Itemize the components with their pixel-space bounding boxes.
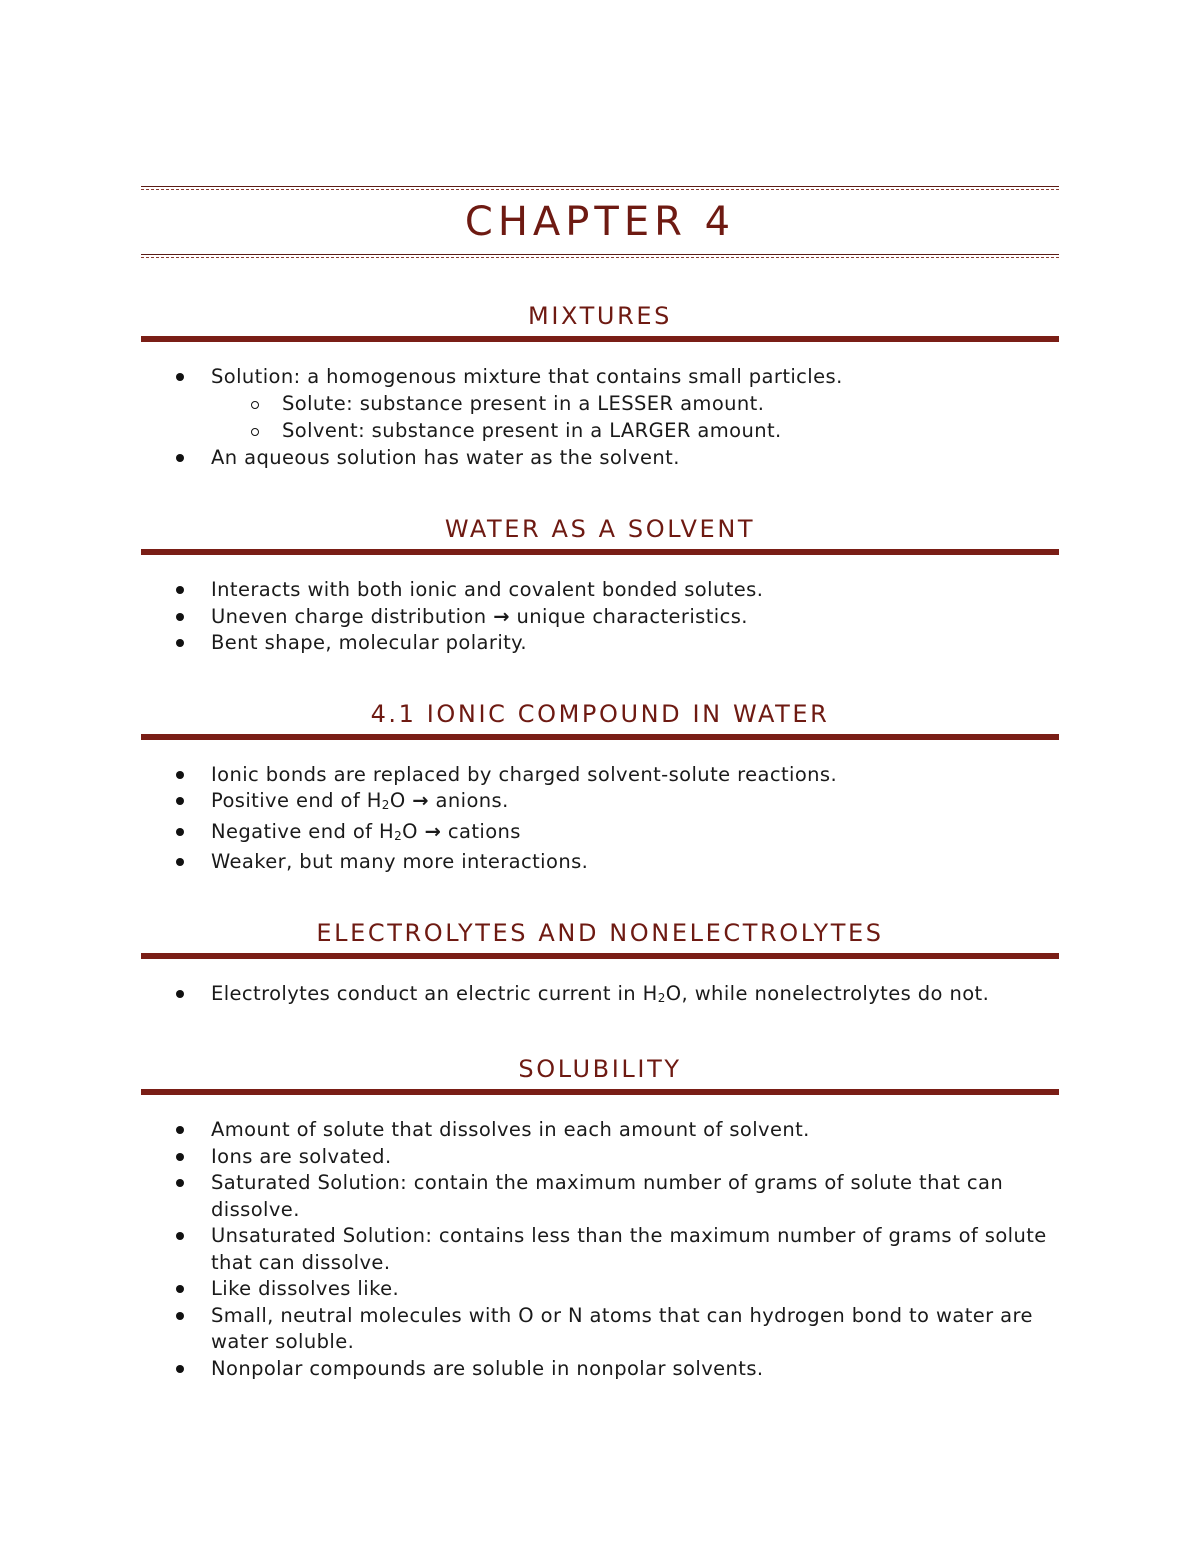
bullet-icon <box>176 639 184 647</box>
list-item: Ions are solvated. <box>141 1144 1059 1171</box>
circle-bullet-icon <box>251 401 259 409</box>
document-page <box>141 186 1059 1382</box>
bullet-icon <box>176 1232 184 1240</box>
section-rule <box>141 1089 1059 1095</box>
bullet-icon <box>176 373 184 381</box>
list-item: Bent shape, molecular polarity. <box>141 630 1059 657</box>
bullet-list <box>141 1117 1059 1382</box>
bullet-icon <box>176 1126 184 1134</box>
bullet-icon <box>176 1365 184 1373</box>
circle-bullet-icon <box>251 428 259 436</box>
section-rule <box>141 734 1059 740</box>
section-title: SOLUBILITY <box>518 1055 682 1083</box>
list-item: Weaker, but many more interactions. <box>141 849 1059 876</box>
arrow-right-icon: → <box>424 819 442 843</box>
chapter-title: CHAPTER 4 <box>464 199 736 245</box>
list-item: Electrolytes conduct an electric current in $H_2O$, while nonelectrolytes do not. <box>141 981 1059 1012</box>
list-item: Ionic bonds are replaced by charged solvent-solute reactions. <box>141 762 1059 789</box>
bullet-icon <box>176 990 184 998</box>
list-item: Positive end of $H_2O$ → anions. <box>141 788 1059 819</box>
bullet-icon <box>176 797 184 805</box>
list-item: Nonpolar compounds are soluble in nonpolar solvents. <box>141 1356 1059 1383</box>
bullet-icon <box>176 1153 184 1161</box>
list-item: Saturated Solution: contain the maximum number of grams of solute that can dissolve. <box>141 1170 1059 1223</box>
section-title: MIXTURES <box>528 302 672 330</box>
bullet-icon <box>176 1179 184 1187</box>
bullet-icon <box>176 771 184 779</box>
bullet-list <box>141 981 1059 1012</box>
list-item: Small, neutral molecules with O or N atoms that can hydrogen bond to water are water soluble. <box>141 1303 1059 1356</box>
section-electrolytes <box>141 915 1059 1012</box>
bullet-list <box>141 364 1059 391</box>
section-title: ELECTROLYTES AND NONELECTROLYTES <box>316 918 884 947</box>
section-title: 4.1 IONIC COMPOUND IN WATER <box>370 699 830 728</box>
section-title: WATER AS A SOLVENT <box>444 515 756 543</box>
list-item: Negative end of $H_2O$ → cations <box>141 819 1059 850</box>
bullet-list <box>141 762 1059 876</box>
bullet-list <box>141 577 1059 657</box>
section-rule <box>141 549 1059 555</box>
sub-bullet-list <box>141 390 1059 444</box>
section-water-as-a-solvent <box>141 511 1059 657</box>
section-ionic-compound-in-water <box>141 696 1059 876</box>
list-item: Unsaturated Solution: contains less than the maximum number of grams of solute that can dissolve. <box>141 1223 1059 1276</box>
list-item: Like dissolves like. <box>141 1276 1059 1303</box>
bullet-icon <box>176 454 184 462</box>
bullet-icon <box>176 1285 184 1293</box>
bullet-icon <box>176 828 184 836</box>
sub-list-item: Solvent: substance present in a LARGER amount. <box>141 417 1059 444</box>
list-item: Solution: a homogenous mixture that contains small particles. <box>141 364 1059 391</box>
list-item: Interacts with both ionic and covalent bonded solutes. <box>141 577 1059 604</box>
list-item: Uneven charge distribution → unique characteristics. <box>141 604 1059 631</box>
bullet-list <box>141 445 1059 472</box>
bullet-icon <box>176 613 184 621</box>
list-item: An aqueous solution has water as the solvent. <box>141 445 1059 472</box>
list-item: Amount of solute that dissolves in each amount of solvent. <box>141 1117 1059 1144</box>
section-solubility <box>141 1051 1059 1382</box>
section-mixtures <box>141 298 1059 471</box>
bullet-icon <box>176 586 184 594</box>
sub-list-item: Solute: substance present in a LESSER amount. <box>141 390 1059 417</box>
bullet-icon <box>176 858 184 866</box>
section-rule <box>141 336 1059 342</box>
arrow-right-icon: → <box>493 604 510 628</box>
bullet-icon <box>176 1312 184 1320</box>
arrow-right-icon: → <box>412 789 429 812</box>
chapter-bottom-rule <box>141 254 1059 258</box>
section-rule <box>141 953 1059 959</box>
